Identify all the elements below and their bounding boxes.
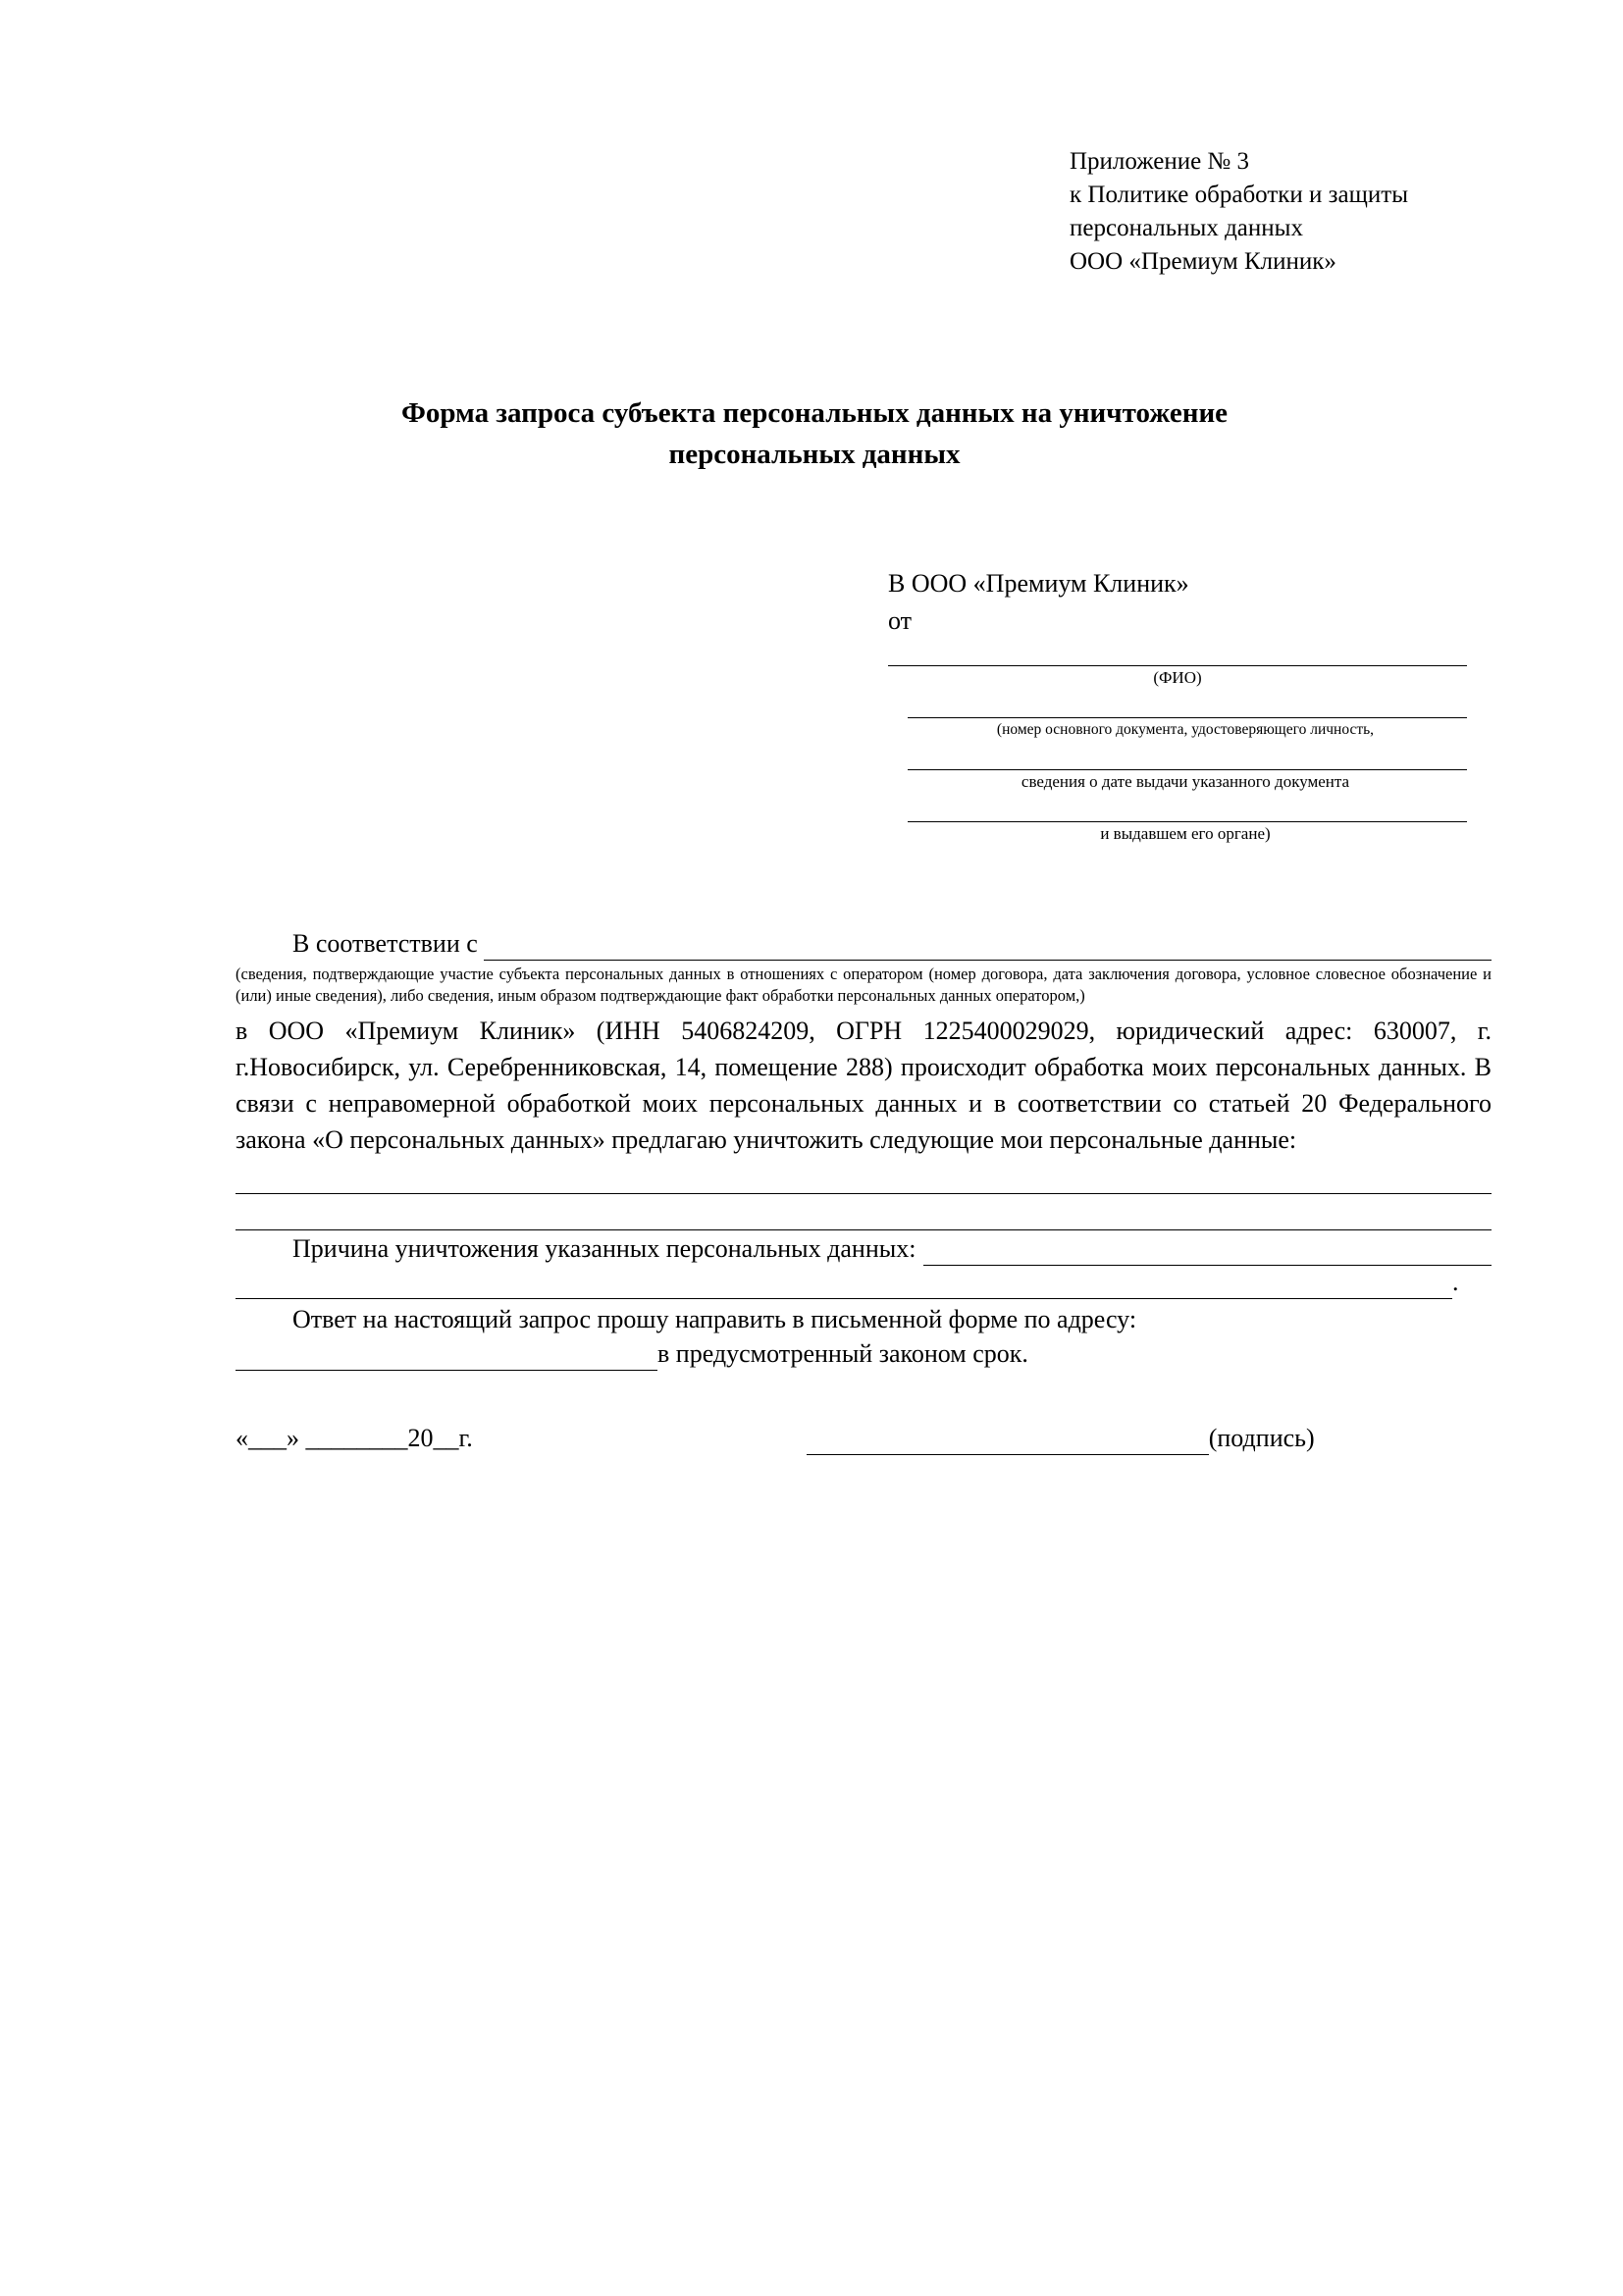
signature-input-line[interactable] bbox=[807, 1427, 1209, 1455]
accordance-label: В соответствии с bbox=[292, 929, 478, 958]
reason-input-line-1[interactable] bbox=[923, 1237, 1492, 1266]
addressee-to: В ООО «Премиум Клиник» bbox=[888, 569, 1189, 598]
appendix-header bbox=[1070, 145, 1541, 279]
accordance-row bbox=[236, 927, 1492, 961]
answer-tail-row bbox=[236, 1337, 1492, 1371]
appendix-number: Приложение № 3 bbox=[1070, 148, 1250, 175]
addressee-from-label: от bbox=[888, 606, 913, 635]
document-issuer-caption: и выдавшем его органе) bbox=[1100, 824, 1271, 843]
addressee-block bbox=[888, 567, 1487, 846]
reason-period: . bbox=[1452, 1268, 1459, 1296]
document-number-caption: (номер основного документа, удостоверяющего личность, bbox=[996, 721, 1375, 738]
page-title bbox=[236, 392, 1393, 475]
accordance-note: (сведения, подтверждающие участие субъекта персональных данных в отношениях с оператором (номер договора, дата заключения договора, условное словесное обозначение и (или) иные сведения), либо сведения, иным образом подтверждающие факт обработки персональных данных оператором,) bbox=[236, 965, 1492, 1005]
date-line[interactable]: «___» ________20__г. bbox=[236, 1424, 473, 1452]
data-list-line-1[interactable] bbox=[236, 1158, 1492, 1194]
page-title-line1: Форма запроса субъекта персональных данных на уничтожение bbox=[400, 397, 1229, 429]
fio-caption: (ФИО) bbox=[1153, 668, 1202, 687]
main-paragraph: в ООО «Премиум Клиник» (ИНН 5406824209, ОГРН 1225400029029, юридический адрес: 630007, г. г.Новосибирск, ул. Серебренниковская, 14, помещение 288) происходит обработка моих персональных данных. В связи с неправомерной обработкой моих персональных данных и в соответствии со статьей 20 Федерального закона «О персональных данных» предлагаю уничтожить следующие мои персональные данные: bbox=[236, 1017, 1492, 1154]
document-issuer-input-line[interactable] bbox=[908, 796, 1467, 822]
document-date-input-line[interactable] bbox=[908, 744, 1467, 770]
answer-address-input-line[interactable] bbox=[236, 1340, 657, 1371]
reason-row bbox=[236, 1232, 1492, 1266]
answer-tail-text: в предусмотренный законом срок. bbox=[657, 1339, 1028, 1368]
appendix-company: ООО «Премиум Клиник» bbox=[1070, 248, 1336, 275]
reason-tail-row bbox=[236, 1266, 1492, 1299]
reason-input-line-2[interactable] bbox=[236, 1269, 1452, 1299]
answer-paragraph bbox=[236, 1301, 1492, 1337]
signature-label: (подпись) bbox=[1208, 1424, 1315, 1452]
accordance-input-line[interactable] bbox=[484, 932, 1492, 961]
reason-label: Причина уничтожения указанных персональных данных: bbox=[292, 1234, 916, 1263]
appendix-policy-line2: персональных данных bbox=[1070, 215, 1303, 241]
document-date-caption: сведения о дате выдачи указанного документа bbox=[1021, 772, 1350, 791]
fio-input-line[interactable] bbox=[888, 640, 1467, 666]
data-list-line-2[interactable] bbox=[236, 1194, 1492, 1230]
signature-row bbox=[236, 1422, 1492, 1455]
document-body bbox=[236, 927, 1492, 1455]
appendix-policy-line1: к Политике обработки и защиты bbox=[1070, 182, 1409, 208]
page-title-line2: персональных данных bbox=[668, 439, 961, 470]
answer-paragraph-text: Ответ на настоящий запрос прошу направить в письменной форме по адресу: bbox=[292, 1305, 1137, 1333]
document-number-input-line[interactable] bbox=[908, 692, 1467, 718]
